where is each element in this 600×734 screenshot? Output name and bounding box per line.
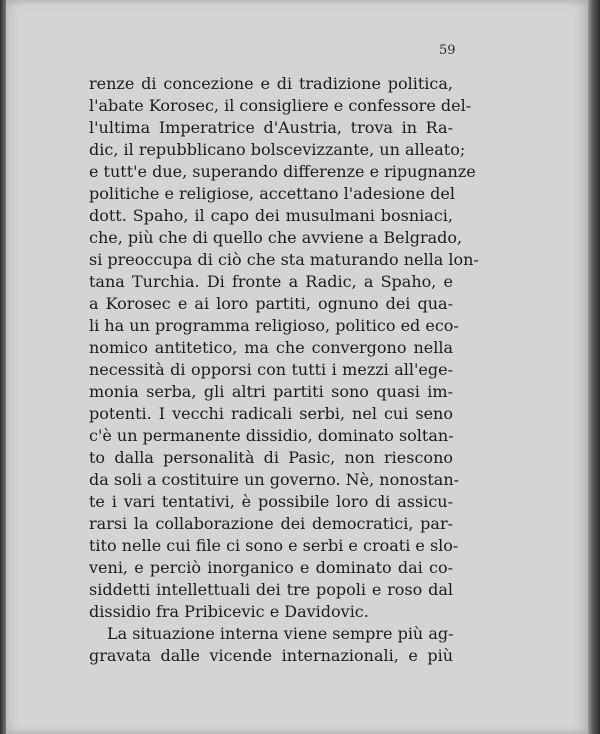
body-text bbox=[89, 73, 479, 667]
text-line: to dalla personalità di Pasic, non riescono bbox=[89, 448, 453, 467]
text-line: dott. Spaho, il capo dei musulmani bosniaci, bbox=[89, 206, 453, 225]
text-line: La situazione interna viene sempre più ag- bbox=[107, 624, 454, 643]
text-line: che, più che di quello che avviene a Belgrado, bbox=[89, 228, 463, 247]
book-page bbox=[6, 0, 590, 734]
text-line: li ha un programma religioso, politico ed eco- bbox=[89, 316, 459, 335]
text-line: veni, e perciò inorganico e dominato dai co- bbox=[89, 558, 453, 577]
text-line: renze di concezione e di tradizione politica, bbox=[89, 74, 453, 93]
text-line: e tutt'e due, superando differenze e ripugnanze bbox=[89, 162, 476, 181]
text-line: siddetti intellettuali dei tre popoli e roso dal bbox=[89, 580, 453, 599]
text-line: da soli a costituire un governo. Nè, nonostan- bbox=[89, 470, 460, 489]
text-line: si preoccupa di ciò che sta maturando nella lon- bbox=[89, 250, 479, 269]
text-line: a Korosec e ai loro partiti, ognuno dei qua- bbox=[89, 294, 453, 313]
text-line: dissidio fra Pribicevic e Davidovic. bbox=[89, 602, 369, 621]
text-line: te i vari tentativi, è possibile loro di assicu- bbox=[89, 492, 453, 511]
text-line: l'abate Korosec, il consigliere e confessore del- bbox=[89, 96, 472, 115]
text-line: rarsi la collaborazione dei democratici, par- bbox=[89, 514, 453, 533]
text-line: dic, il repubblicano bolscevizzante, un alleato; bbox=[89, 140, 466, 159]
text-line: monia serba, gli altri partiti sono quasi im- bbox=[89, 382, 453, 401]
text-line: l'ultima Imperatrice d'Austria, trova in Ra- bbox=[89, 118, 453, 137]
text-line: necessità di opporsi con tutti i mezzi all'ege- bbox=[89, 360, 453, 379]
page-number: 59 bbox=[439, 43, 456, 58]
book-edge-shadow bbox=[588, 0, 600, 734]
text-line: c'è un permanente dissidio, dominato soltan- bbox=[89, 426, 454, 445]
text-line: potenti. I vecchi radicali serbi, nel cui seno bbox=[89, 404, 453, 423]
text-line: gravata dalle vicende internazionali, e più bbox=[89, 646, 453, 665]
text-line: nomico antitetico, ma che convergono nella bbox=[89, 338, 453, 357]
text-line: tana Turchia. Di fronte a Radic, a Spaho, e bbox=[89, 272, 453, 291]
text-line: tito nelle cui file ci sono e serbi e croati e slo- bbox=[89, 536, 459, 555]
text-line: politiche e religiose, accettano l'adesione del bbox=[89, 184, 455, 203]
